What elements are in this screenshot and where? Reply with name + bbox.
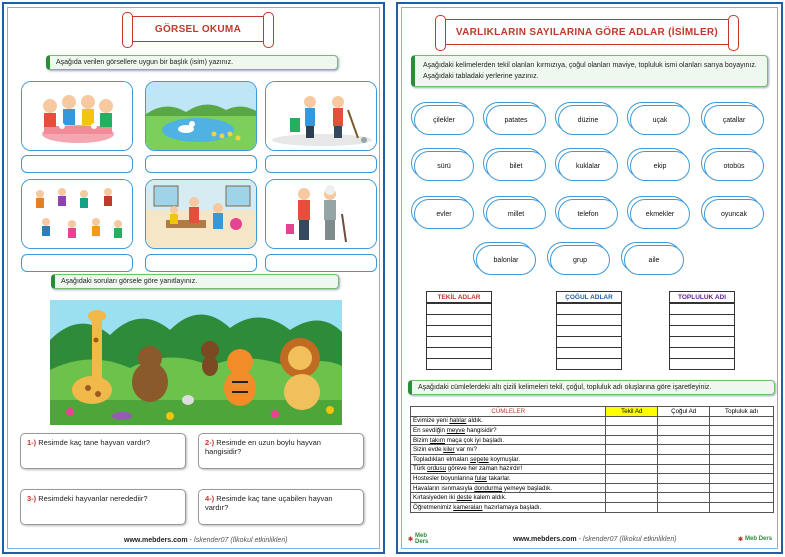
tekil-adlar-table[interactable]: [426, 303, 492, 370]
word-cloud-text: kuklalar: [575, 162, 601, 170]
mark-cell[interactable]: [606, 435, 658, 445]
word-cloud[interactable]: [704, 151, 764, 181]
question-3-text: Resimdeki hayvanlar neredediir?: [38, 494, 148, 503]
sentence-text: göreve her zaman hazırdır!: [446, 465, 523, 473]
mark-cell[interactable]: [710, 502, 774, 512]
table-row: [411, 435, 774, 445]
word-cloud-text: bilet: [509, 162, 523, 170]
question-2-text: Resimde en uzun boylu hayvan hangisidir?: [205, 438, 321, 456]
word-cloud[interactable]: [630, 199, 690, 229]
underlined-word: dondurma: [474, 484, 503, 492]
mark-cell[interactable]: [710, 445, 774, 455]
word-cloud[interactable]: [630, 105, 690, 135]
left-worksheet: [2, 2, 385, 554]
right-worksheet: [396, 2, 783, 554]
word-cloud[interactable]: [414, 151, 474, 181]
col-header-cumleler: CÜMLELER: [411, 407, 606, 417]
jungle-animals-scene: [50, 300, 342, 425]
mark-cell[interactable]: [606, 454, 658, 464]
question-box-2[interactable]: [198, 433, 364, 469]
table-row: [411, 464, 774, 474]
word-cloud-text: oyuncak: [720, 210, 748, 218]
family-house-image: [145, 179, 257, 249]
word-cloud-text: aile: [648, 256, 660, 264]
left-instruction-1: [46, 55, 338, 70]
word-cloud-text: patates: [504, 116, 528, 124]
mark-cell[interactable]: [606, 474, 658, 484]
mark-cell[interactable]: [710, 483, 774, 493]
col-header-topluluk: Topluluk adı: [710, 407, 774, 417]
word-cloud[interactable]: [486, 199, 546, 229]
word-cloud[interactable]: [476, 245, 536, 275]
sentences-table-header: [411, 407, 774, 417]
question-box-3[interactable]: [20, 489, 186, 525]
right-footer: [513, 536, 677, 543]
word-cloud[interactable]: [704, 105, 764, 135]
sentence-text: Sizin evde: [413, 446, 444, 454]
question-1-number: 1-): [27, 438, 37, 447]
left-instruction-2: [51, 274, 339, 289]
logo-text-left: Meb Ders: [415, 533, 429, 545]
sentence-text: Hostesler boyunlarına: [413, 474, 475, 482]
question-box-4[interactable]: [198, 489, 364, 525]
mark-cell[interactable]: [606, 464, 658, 474]
word-cloud[interactable]: [414, 105, 474, 135]
sentence-text: En sevdiğin: [413, 426, 447, 434]
word-cloud-text: otobüs: [723, 162, 745, 170]
answer-box-1[interactable]: [21, 155, 133, 173]
underlined-word: halılar: [449, 417, 467, 425]
sentence-text: Topladıkları elmaları: [413, 455, 471, 463]
table-row: [411, 483, 774, 493]
col-header-tekil: Tekil Ad: [606, 407, 658, 417]
question-4-text: Resimde kaç tane uçabilen hayvan vardır?: [205, 494, 333, 512]
many-children-image: [21, 179, 133, 249]
table-row: [411, 454, 774, 464]
word-cloud[interactable]: [486, 105, 546, 135]
sentence-text: Türk: [413, 465, 428, 473]
sentence-text: kalem aldık.: [471, 494, 507, 502]
grandparents-image: [265, 179, 377, 249]
word-cloud-text: uçak: [652, 116, 668, 124]
table-row: [411, 493, 774, 503]
question-1-text: Resimde kaç tane hayvan vardır?: [38, 438, 150, 447]
mark-cell[interactable]: [658, 474, 710, 484]
sentence-text: maça çok iyi başladı.: [444, 436, 505, 444]
table-row: [411, 474, 774, 484]
right-footer-url: www.mebders.com: [513, 536, 577, 543]
mark-cell[interactable]: [658, 416, 710, 426]
mark-cell[interactable]: [710, 454, 774, 464]
cogul-adlar-header: [556, 291, 622, 303]
word-cloud[interactable]: [704, 199, 764, 229]
question-box-1[interactable]: [20, 433, 186, 469]
tekil-adlar-label: TEKİL ADLAR: [437, 293, 481, 301]
mark-cell[interactable]: [606, 416, 658, 426]
word-cloud[interactable]: [558, 199, 618, 229]
underlined-word: fular: [474, 474, 487, 482]
topluluk-adi-label: TOPLULUK ADI: [677, 293, 727, 301]
table-row: [411, 426, 774, 436]
table-row: [411, 416, 774, 426]
word-cloud[interactable]: [558, 105, 618, 135]
question-3-number: 3-): [27, 494, 37, 503]
right-instruction-1: [411, 55, 768, 87]
meb-ders-logo-right: [738, 532, 778, 546]
table-row: [411, 445, 774, 455]
meb-ders-logo-left: [408, 532, 442, 546]
logo-star-icon: ✱: [408, 536, 414, 543]
col-header-cogul: Çoğul Ad: [658, 407, 710, 417]
left-footer-url: www.mebders.com: [124, 537, 188, 544]
sentence-text: takarlar.: [486, 474, 511, 482]
word-cloud-text: ekmekler: [645, 210, 675, 218]
word-cloud[interactable]: [550, 245, 610, 275]
question-4-number: 4-): [205, 494, 215, 503]
sentence-text: hangisidir?: [464, 426, 497, 434]
tekil-adlar-header: [426, 291, 492, 303]
answer-box-5[interactable]: [145, 254, 257, 272]
mark-cell[interactable]: [710, 416, 774, 426]
sentence-text: Bizim: [413, 436, 430, 444]
word-cloud-text: balonlar: [493, 256, 519, 264]
word-cloud-text: çatallar: [722, 116, 746, 124]
left-title: GÖRSEL OKUMA: [154, 23, 242, 35]
right-instruction-2: [408, 380, 775, 395]
sentences-table: [410, 406, 774, 513]
word-cloud[interactable]: [414, 199, 474, 229]
sentence-text: yemeye başladık.: [502, 484, 552, 492]
underlined-word: kiler: [443, 446, 455, 454]
kids-cleaning-image: [265, 81, 377, 151]
mark-cell[interactable]: [606, 493, 658, 503]
mark-cell[interactable]: [606, 483, 658, 493]
right-title: VARLIKLARIN SAYILARINA GÖRE ADLAR (İSİMLER): [455, 26, 719, 38]
underlined-word: takım: [429, 436, 445, 444]
mark-cell[interactable]: [710, 474, 774, 484]
word-cloud-text: düzine: [577, 116, 599, 124]
word-cloud-text: sürü: [437, 162, 451, 170]
word-cloud[interactable]: [630, 151, 690, 181]
mark-cell[interactable]: [658, 483, 710, 493]
ducks-pond-image: [145, 81, 257, 151]
cogul-adlar-table[interactable]: [556, 303, 622, 370]
sentence-text: hazırlamaya başladı.: [482, 503, 542, 511]
sentence-text: var mı?: [454, 446, 477, 454]
sentence-text: koymuşlar.: [488, 455, 520, 463]
right-title-banner: [442, 19, 732, 45]
mark-cell[interactable]: [606, 426, 658, 436]
left-title-banner: [129, 16, 267, 42]
word-cloud-text: grup: [572, 256, 587, 264]
answer-box-3[interactable]: [265, 155, 377, 173]
sentence-text: aldık.: [466, 417, 483, 425]
logo-text-right: Meb Ders: [745, 536, 773, 542]
mark-cell[interactable]: [658, 445, 710, 455]
sentence-text: Öğretmenimiz: [413, 503, 454, 511]
left-instruction-1-text: Aşağıda verilen görsellere uygun bir başlık (isim) yazınız.: [56, 59, 234, 66]
word-cloud[interactable]: [486, 151, 546, 181]
word-cloud-text: çilekler: [433, 116, 455, 124]
word-cloud[interactable]: [558, 151, 618, 181]
topluluk-adi-table[interactable]: [669, 303, 735, 370]
cogul-adlar-label: ÇOĞUL ADLAR: [565, 293, 613, 301]
mark-cell[interactable]: [606, 502, 658, 512]
question-2-number: 2-): [205, 438, 215, 447]
word-cloud-text: telefon: [577, 210, 599, 218]
word-cloud-text: evler: [436, 210, 452, 218]
mark-cell[interactable]: [658, 454, 710, 464]
mark-cell[interactable]: [606, 445, 658, 455]
mark-cell[interactable]: [658, 435, 710, 445]
answer-box-6[interactable]: [265, 254, 377, 272]
sentence-text: Kırtasiyeden iki: [413, 494, 457, 502]
mark-cell[interactable]: [658, 464, 710, 474]
mark-cell[interactable]: [710, 435, 774, 445]
underlined-word: meyve: [446, 426, 465, 434]
family-dinner-image: [21, 81, 133, 151]
underlined-word: kameraları: [453, 503, 483, 511]
mark-cell[interactable]: [658, 502, 710, 512]
left-footer: [124, 537, 288, 544]
mark-cell[interactable]: [710, 464, 774, 474]
underlined-word: deste: [456, 494, 472, 502]
sentence-text: Havaların ısınmasıyla: [413, 484, 475, 492]
right-instruction-1-text: Aşağıdaki kelimelerden tekil olanları kırmızıya, çoğul olanları maviye, topluluk ismi olanları sarıya boyayınız. Aşağıdaki tabladaki yerlerine yazınız.: [423, 62, 757, 80]
word-cloud[interactable]: [624, 245, 684, 275]
underlined-word: ordusu: [427, 465, 447, 473]
answer-box-2[interactable]: [145, 155, 257, 173]
left-instruction-2-text: Aşağıdaki soruları görsele göre yanıtlayınız.: [61, 278, 198, 285]
word-cloud-text: ekip: [653, 162, 667, 170]
mark-cell[interactable]: [658, 426, 710, 436]
topluluk-adi-header: [669, 291, 735, 303]
mark-cell[interactable]: [710, 493, 774, 503]
answer-box-4[interactable]: [21, 254, 133, 272]
word-cloud-text: millet: [507, 210, 525, 218]
right-footer-sub: - İskender07 (İlkokul etkinlikleri): [578, 536, 677, 543]
left-footer-sub: - İskender07 (İlkokul etkinlikleri): [189, 537, 288, 544]
mark-cell[interactable]: [710, 426, 774, 436]
sentence-text: Evimize yeni: [413, 417, 450, 425]
underlined-word: sepete: [470, 455, 489, 463]
logo-star-icon: ✱: [738, 536, 744, 543]
table-row: [411, 502, 774, 512]
right-instruction-2-text: Aşağıdaki cümlelerdeki altı çizili kelimeleri tekil, çoğul, topluluk adı oluşlarına göre işaretleyiniz.: [418, 384, 712, 391]
mark-cell[interactable]: [658, 493, 710, 503]
